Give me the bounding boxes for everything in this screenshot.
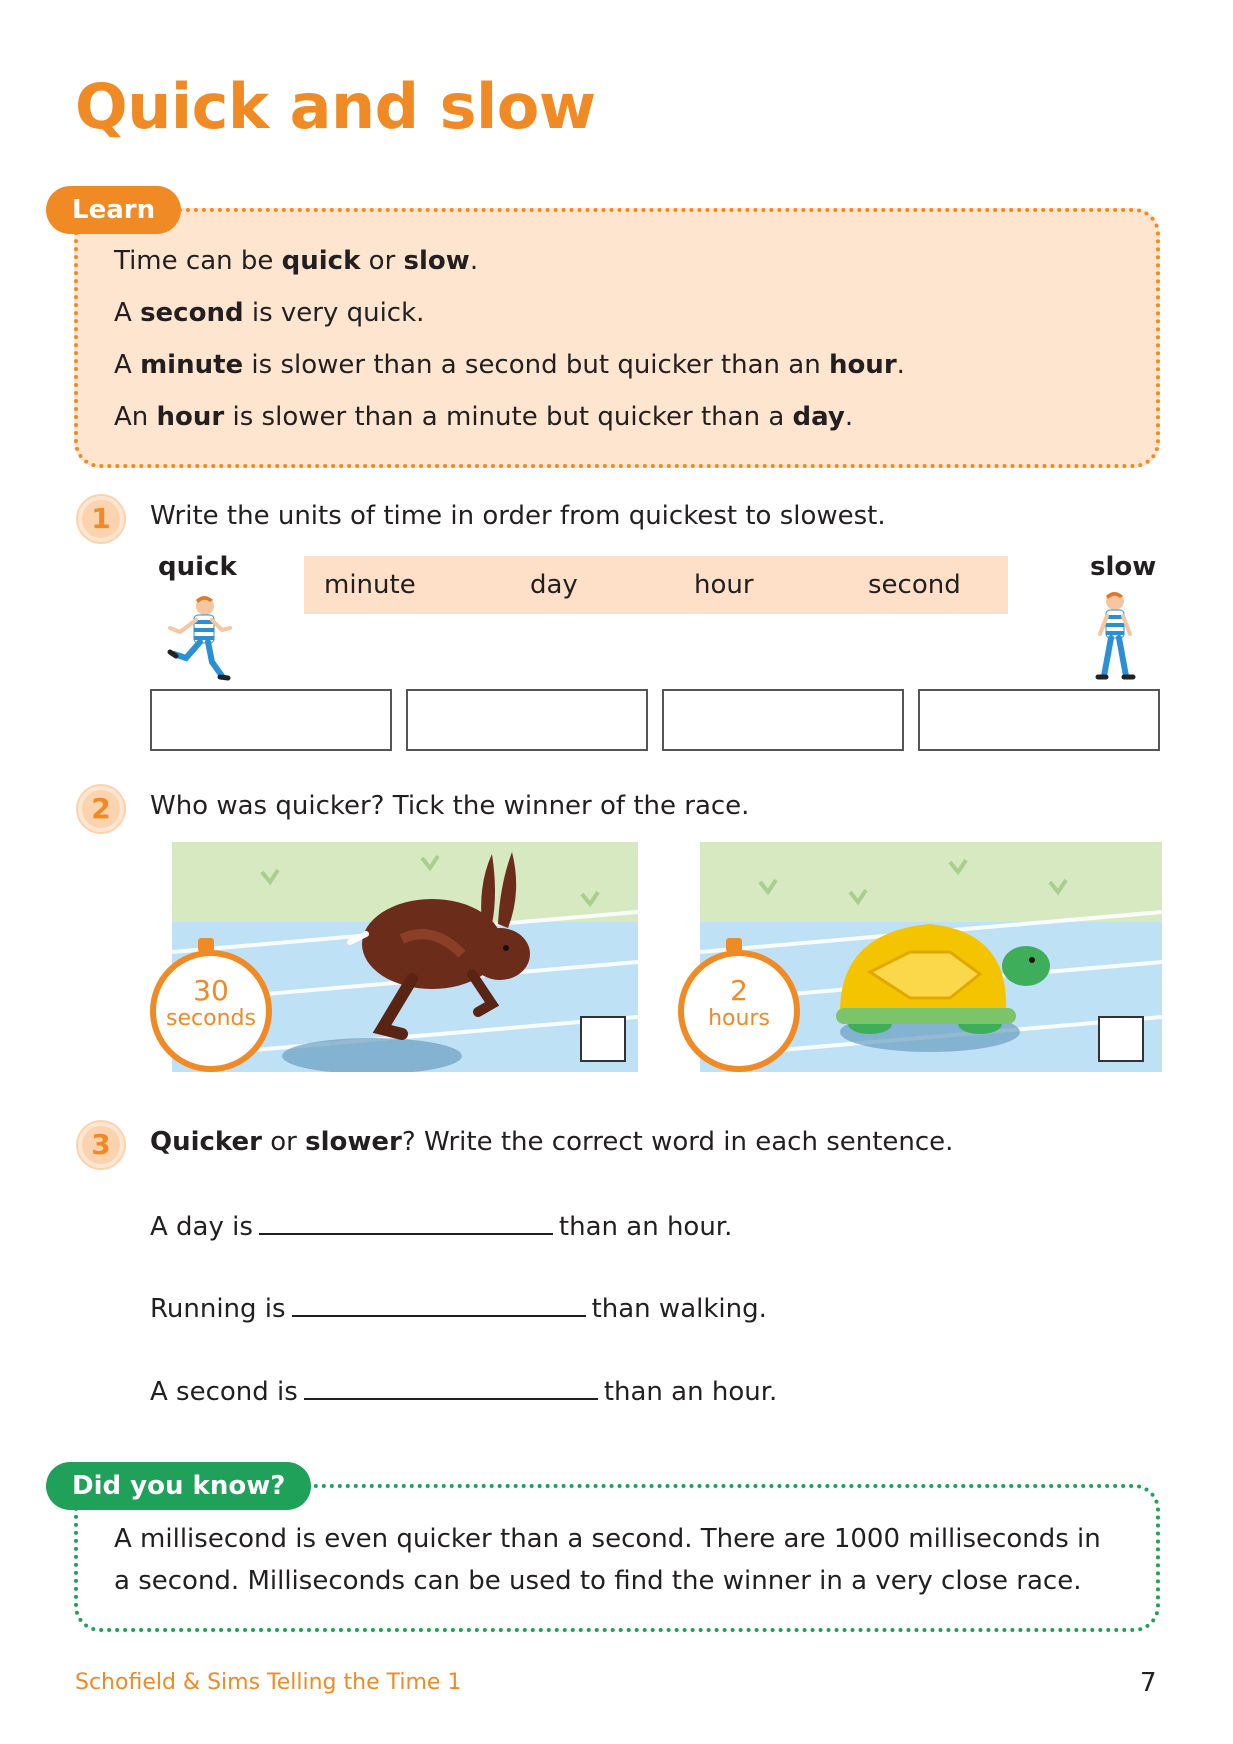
answer-box-4[interactable] [918,689,1160,751]
question-2-number: 2 [78,786,124,832]
sentence-3-blank[interactable] [304,1376,598,1400]
question-3-text: Quicker or slower? Write the correct word in each sentence. [150,1127,954,1157]
question-3-number: 3 [78,1122,124,1168]
did-you-know-line-1: A millisecond is even quicker than a second. There are 1000 milliseconds in [114,1524,1101,1554]
did-you-know-tag: Did you know? [46,1462,311,1510]
learn-line-3: A minute is slower than a second but quicker than an hour. [114,350,905,380]
footer-publisher: Schofield & Sims Telling the Time 1 [75,1670,462,1695]
learn-line-1: Time can be quick or slow. [114,246,479,276]
sentence-3: A second is than an hour. [150,1377,778,1407]
question-1-text: Write the units of time in order from quickest to slowest. [150,501,886,531]
sentence-1-blank[interactable] [259,1211,553,1235]
slow-label: slow [1090,552,1157,582]
word-minute: minute [324,570,416,600]
hare-timer [150,950,272,1072]
hare-timer-value: 30 [193,974,229,1007]
word-hour: hour [694,570,754,600]
quick-label: quick [158,552,237,582]
tortoise-timer-value: 2 [730,974,748,1007]
question-2-text: Who was quicker? Tick the winner of the race. [150,791,750,821]
running-boy-icon [160,592,232,684]
answer-box-1[interactable] [150,689,392,751]
learn-tag: Learn [46,186,181,234]
page-number: 7 [1140,1668,1157,1698]
answer-box-3[interactable] [662,689,904,751]
hare-tick-box[interactable] [580,1016,626,1062]
sentence-1: A day is than an hour. [150,1212,733,1242]
answer-box-2[interactable] [406,689,648,751]
tortoise-timer-unit: hours [708,1006,770,1031]
question-1-number: 1 [78,496,124,542]
word-day: day [530,570,578,600]
tortoise-icon [830,912,1060,1052]
learn-line-4: An hour is slower than a minute but quicker than a day. [114,402,854,432]
tortoise-timer [678,950,800,1072]
page-title: Quick and slow [75,70,596,143]
tortoise-tick-box[interactable] [1098,1016,1144,1062]
did-you-know-line-2: a second. Milliseconds can be used to find the winner in a very close race. [114,1566,1082,1596]
word-second: second [868,570,961,600]
sentence-2: Running is than walking. [150,1294,767,1324]
hare-icon [342,844,542,1044]
hare-timer-unit: seconds [166,1006,256,1031]
learn-line-2: A second is very quick. [114,298,425,328]
sentence-2-blank[interactable] [292,1293,586,1317]
walking-boy-icon [1090,588,1140,684]
